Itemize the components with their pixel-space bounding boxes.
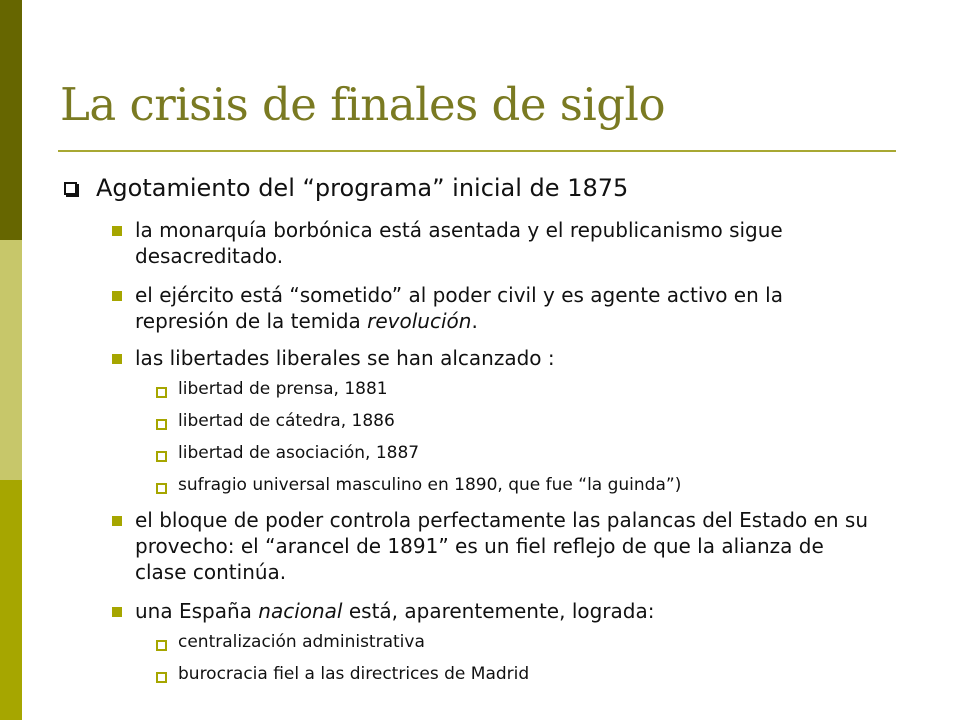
bullet-hollow-icon [156, 672, 167, 683]
emphasis-revolucion: revolución [367, 309, 472, 333]
bullet-hollow-icon [156, 451, 167, 462]
bullet-square-icon [112, 226, 122, 236]
emphasis-nacional: nacional [258, 599, 343, 623]
bullet-hollow-icon [156, 387, 167, 398]
bullet-hollow-icon [156, 483, 167, 494]
bullet-libertades: las libertades liberales se han alcanzado : [135, 346, 555, 370]
bullet-bloque: el bloque de poder controla perfectamente las palancas del Estado en su provecho: el “arancel de 1891” es un fiel reflejo de que la alianza de clase continúa. [135, 508, 869, 584]
bullet-square-icon [112, 291, 122, 301]
sub-item-sufragio: sufragio universal masculino en 1890, que fue “la guinda”) [178, 475, 682, 495]
bullet-hollow-icon [156, 419, 167, 430]
bullet-square-icon [112, 607, 122, 617]
sub-item-libertad-prensa: libertad de prensa, 1881 [178, 379, 388, 399]
bullet-square-icon [112, 516, 122, 526]
bullet-agotamiento: Agotamiento del “programa” inicial de 1875 [96, 174, 629, 202]
sub-item-centralizacion: centralización administrativa [178, 632, 425, 652]
bullet-ejercito: el ejército está “sometido” al poder civil y es agente activo en la represión de la temida revolución. [135, 283, 783, 333]
sub-item-libertad-asociacion: libertad de asociación, 1887 [178, 443, 420, 463]
bullet-espana: una España nacional está, aparentemente, lograda: [135, 599, 655, 623]
bullet-monarquia: la monarquía borbónica está asentada y el republicanismo sigue desacreditado. [135, 218, 783, 268]
sub-item-libertad-catedra: libertad de cátedra, 1886 [178, 411, 395, 431]
slide-title: La crisis de finales de siglo [60, 78, 666, 131]
sub-item-burocracia: burocracia fiel a las directrices de Madrid [178, 664, 530, 684]
bullet-square-icon [112, 354, 122, 364]
bullet-square-icon [64, 182, 77, 195]
bullet-hollow-icon [156, 640, 167, 651]
